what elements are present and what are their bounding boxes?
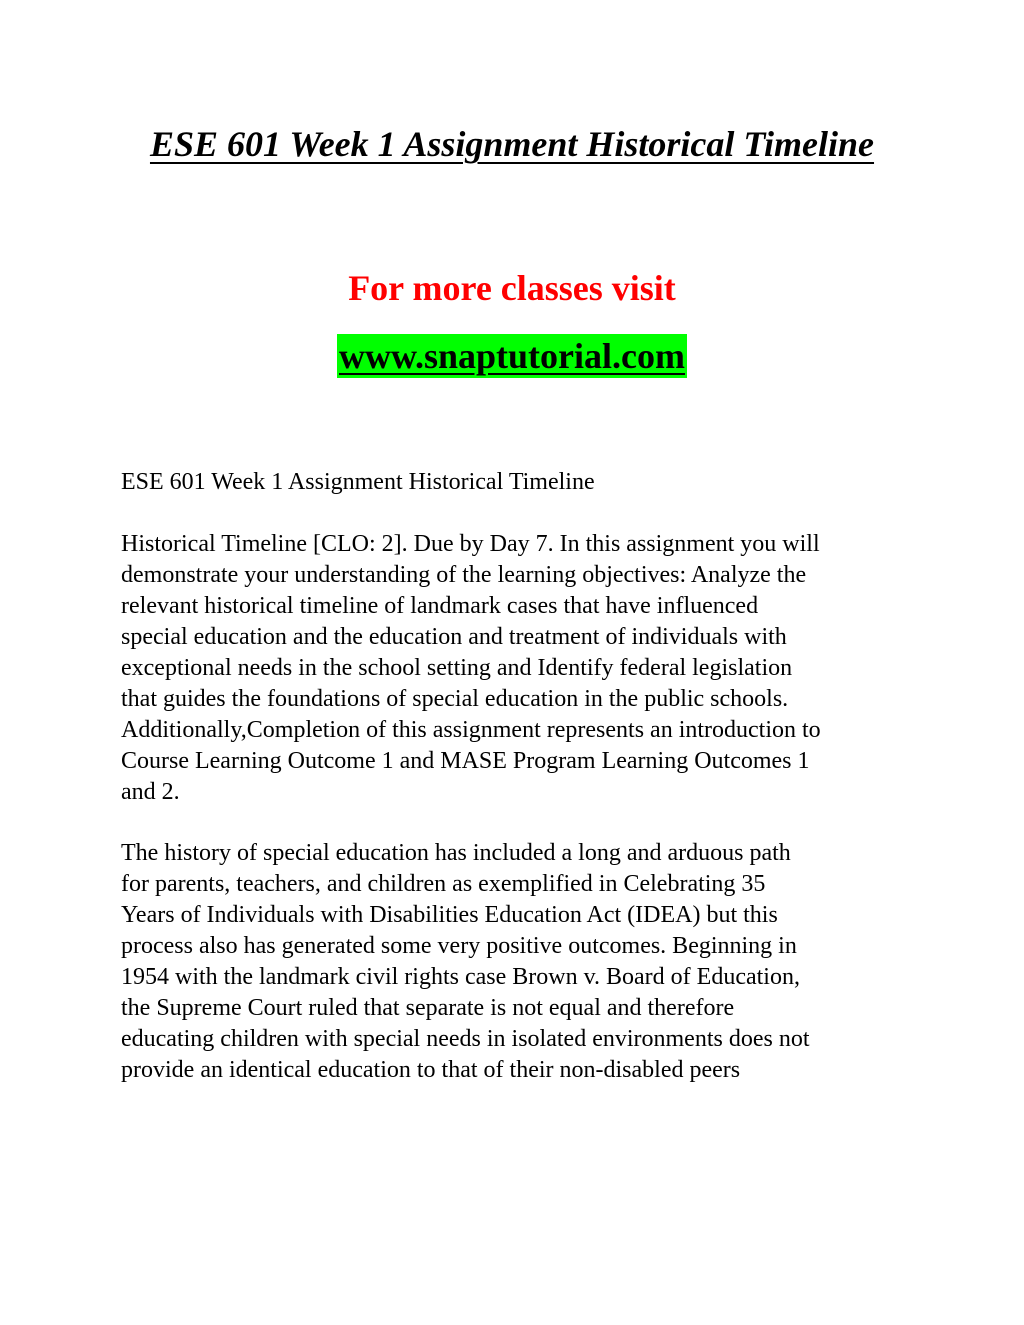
paragraph-line: 1954 with the landmark civil rights case Brown v. Board of Education, [121, 964, 800, 990]
paragraph-line: the Supreme Court ruled that separate is not equal and therefore [121, 995, 735, 1021]
paragraph-line: that guides the foundations of special education in the public schools. [121, 686, 789, 712]
paragraph-line: special education and the education and treatment of individuals with [121, 624, 787, 650]
paragraph-line: for parents, teachers, and children as exemplified in Celebrating 35 [121, 871, 766, 897]
promo-text: For more classes visit [348, 268, 676, 308]
paragraph-line: demonstrate your understanding of the learning objectives: Analyze the [121, 562, 807, 588]
paragraph-line: Years of Individuals with Disabilities Education Act (IDEA) but this [121, 902, 778, 928]
promo-link[interactable]: www.snaptutorial.com [338, 336, 685, 376]
promo-link-container [0, 334, 1024, 386]
document-subtitle: ESE 601 Week 1 Assignment Historical Timeline [121, 469, 595, 495]
paragraph-line: Additionally,Completion of this assignment represents an introduction to [121, 717, 821, 743]
paragraph-line: provide an identical education to that of their non-disabled peers [121, 1057, 741, 1083]
paragraph-line: relevant historical timeline of landmark cases that have influenced [121, 593, 759, 619]
paragraph-line: Historical Timeline [CLO: 2]. Due by Day 7. In this assignment you will [121, 531, 820, 557]
paragraph-assignment-description [121, 529, 921, 808]
paragraph-line: educating children with special needs in isolated environments does not [121, 1026, 810, 1052]
paragraph-line: and 2. [121, 779, 180, 805]
paragraph-history [121, 838, 921, 1086]
paragraph-line: process also has generated some very positive outcomes. Beginning in [121, 933, 797, 959]
paragraph-line: exceptional needs in the school setting and Identify federal legislation [121, 655, 793, 681]
paragraph-line: The history of special education has included a long and arduous path [121, 840, 791, 866]
paragraph-line: Course Learning Outcome 1 and MASE Program Learning Outcomes 1 [121, 748, 810, 774]
document-title: ESE 601 Week 1 Assignment Historical Timeline [149, 124, 875, 164]
